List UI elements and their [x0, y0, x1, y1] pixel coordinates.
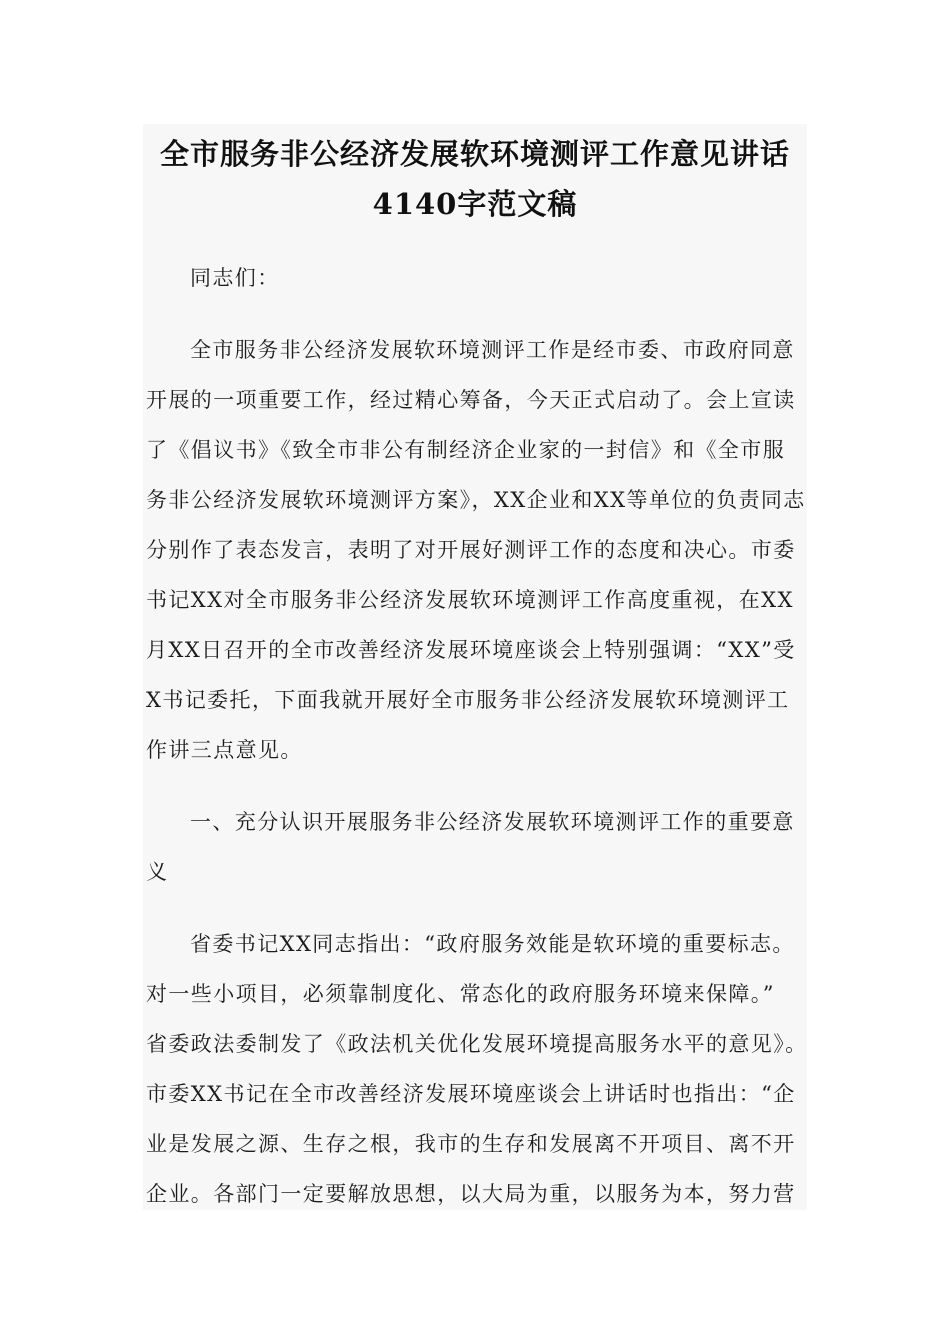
paragraph-line: 务非公经济发展软环境测评方案》，XX企业和XX等单位的负责同志	[146, 488, 806, 512]
paragraph-line: 业是发展之源、生存之根，我市的生存和发展离不开项目、离不开	[146, 1132, 796, 1156]
document-title-line-1: 全市服务非公经济发展软环境测评工作意见讲话	[159, 137, 790, 171]
paragraph-line: 企业。各部门一定要解放思想，以大局为重，以服务为本，努力营	[146, 1182, 796, 1206]
paragraph-line: 作讲三点意见。	[146, 738, 303, 762]
paragraph-line: 了《倡议书》《致全市非公有制经济企业家的一封信》和《全市服	[146, 438, 786, 462]
paragraph-line: X书记委托，下面我就开展好全市服务非公经济发展软环境测评工	[146, 688, 790, 712]
paragraph-line: 分别作了表态发言，表明了对开展好测评工作的态度和决心。市委	[146, 538, 796, 562]
section-heading-line: 一、充分认识开展服务非公经济发展软环境测评工作的重要意	[190, 810, 795, 834]
paragraph-line: 全市服务非公经济发展软环境测评工作是经市委、市政府同意	[190, 338, 795, 362]
salutation: 同志们：	[190, 266, 280, 290]
section-heading-line: 义	[146, 860, 169, 884]
paragraph-line: 市委XX书记在全市改善经济发展环境座谈会上讲话时也指出：“企	[146, 1082, 796, 1106]
paragraph-line: 对一些小项目，必须靠制度化、常态化的政府服务环境来保障。”	[146, 982, 775, 1006]
paragraph-line: 月XX日召开的全市改善经济发展环境座谈会上特别强调：“XX”受	[146, 638, 796, 662]
document-title-line-2: 4140字范文稿	[372, 187, 578, 221]
paragraph-line: 开展的一项重要工作，经过精心筹备，今天正式启动了。会上宣读	[146, 388, 796, 412]
paragraph-line: 省委书记XX同志指出：“政府服务效能是软环境的重要标志。	[190, 932, 795, 956]
paragraph-line: 省委政法委制发了《政法机关优化发展环境提高服务水平的意见》。	[146, 1032, 808, 1056]
paragraph-line: 书记XX对全市服务非公经济发展软环境测评工作高度重视，在XX	[146, 588, 794, 612]
